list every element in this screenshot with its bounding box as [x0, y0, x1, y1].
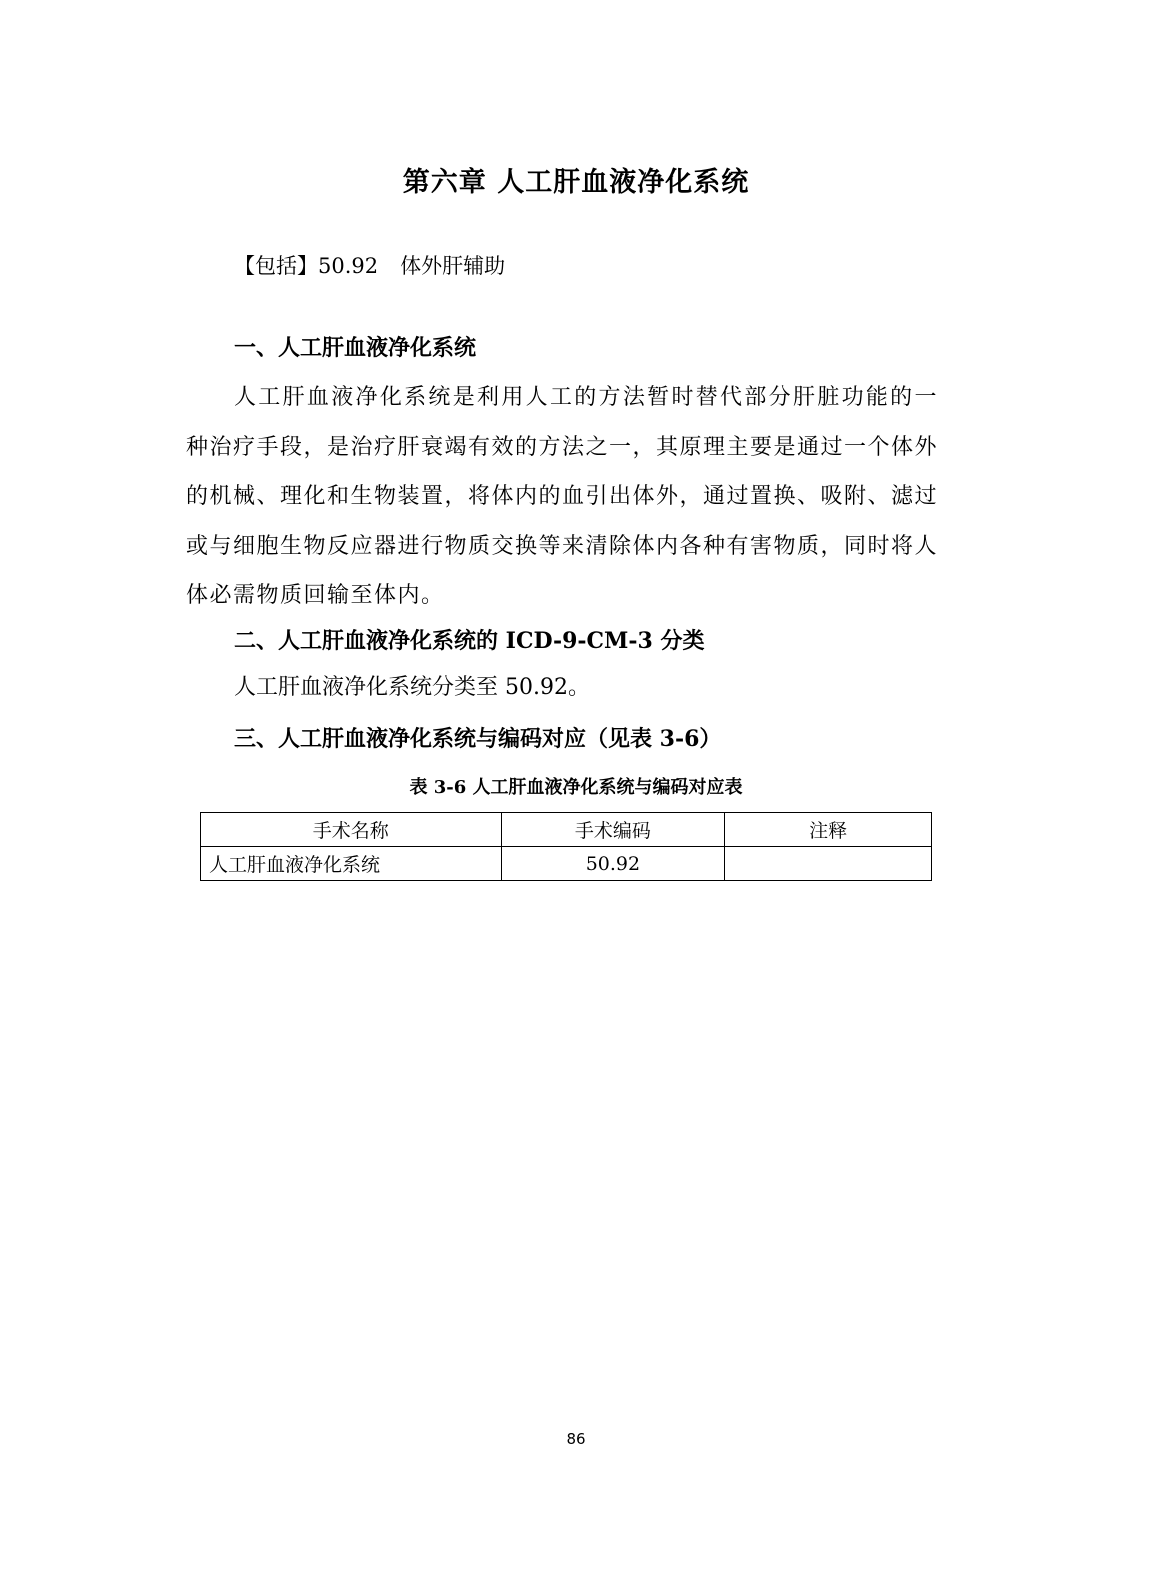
section-heading-1: 一、人工肝血液净化系统 — [234, 335, 477, 361]
section-heading-3: 三、人工肝血液净化系统与编码对应（见表 3-6） — [234, 726, 722, 752]
page-number: 86 — [566, 1430, 586, 1448]
header-procedure-code: 手术编码 — [501, 813, 725, 847]
cell-notes — [725, 847, 932, 881]
header-notes: 注释 — [725, 813, 932, 847]
table-row — [201, 847, 932, 881]
code-mapping-table — [200, 812, 932, 881]
includes-label: 【包括】 — [234, 254, 318, 278]
table-header-row — [201, 813, 932, 847]
includes-procedure: 体外肝辅助 — [400, 254, 506, 278]
section-paragraph-2: 人工肝血液净化系统分类至 50.92。 — [234, 675, 590, 700]
includes-code: 50.92 — [318, 254, 379, 278]
includes-line — [234, 250, 505, 280]
cell-procedure-code: 50.92 — [501, 847, 725, 881]
section-paragraph-1: 人工肝血液净化系统是利用人工的方法暂时替代部分肝脏功能的一种治疗手段，是治疗肝衰竭有效的方法之一，其原理主要是通过一个体外的机械、理化和生物装置，将体内的血引出体外，通过置换、吸附、滤过或与细胞生物反应器进行物质交换等来清除体内各种有害物质，同时将人体必需物质回输至体内。 — [186, 385, 939, 608]
chapter-title: 第六章 人工肝血液净化系统 — [402, 167, 750, 198]
cell-procedure-name: 人工肝血液净化系统 — [201, 847, 502, 881]
table-caption: 表 3-6 人工肝血液净化系统与编码对应表 — [409, 777, 743, 798]
header-procedure-name: 手术名称 — [201, 813, 502, 847]
section-heading-2: 二、人工肝血液净化系统的 ICD-9-CM-3 分类 — [234, 628, 705, 654]
